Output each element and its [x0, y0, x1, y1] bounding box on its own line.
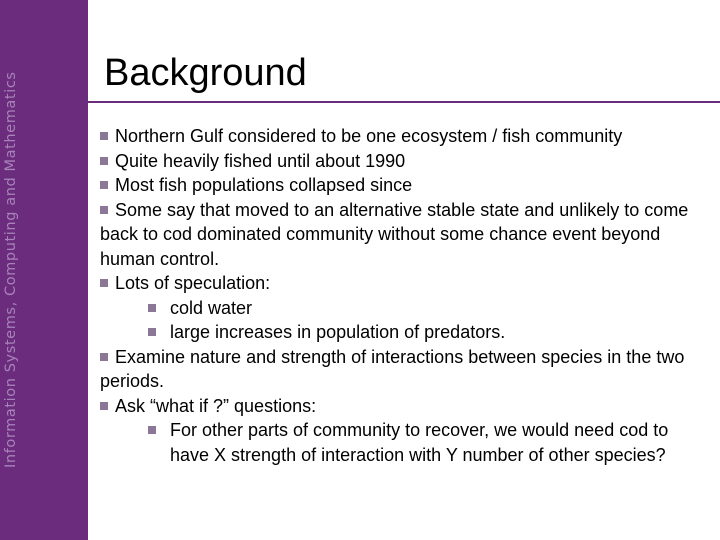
square-bullet-icon	[100, 279, 108, 287]
bullet-item: Lots of speculation:	[100, 271, 692, 296]
square-bullet-icon	[100, 206, 108, 214]
title-divider	[88, 101, 720, 103]
square-bullet-icon	[148, 304, 156, 312]
bullet-item: Most fish populations collapsed since	[100, 173, 692, 198]
bullet-item: Northern Gulf considered to be one ecosystem / fish community	[100, 124, 692, 149]
square-bullet-icon	[100, 353, 108, 361]
square-bullet-icon	[100, 181, 108, 189]
sub-bullet-item: large increases in population of predators.	[100, 320, 692, 345]
bullet-item: Some say that moved to an alternative stable state and unlikely to come back to cod dominated community without some chance event beyond human control.	[100, 199, 689, 269]
bullet-item: Examine nature and strength of interactions between species in the two periods.	[100, 346, 685, 391]
slide-title: Background	[104, 52, 307, 94]
square-bullet-icon	[100, 402, 108, 410]
square-bullet-icon	[100, 132, 108, 140]
sidebar	[0, 0, 88, 540]
square-bullet-icon	[148, 426, 156, 434]
square-bullet-icon	[148, 328, 156, 336]
sub-bullet-item: cold water	[100, 296, 692, 321]
slide-body	[100, 124, 692, 467]
square-bullet-icon	[100, 157, 108, 165]
sub-bullet-item: For other parts of community to recover, we would need cod to have X strength of interaction with Y number of other species?	[100, 418, 692, 467]
bullet-item: Ask “what if ?” questions:	[100, 394, 692, 419]
bullet-item: Quite heavily fished until about 1990	[100, 149, 692, 174]
sidebar-department-label: Information Systems, Computing and Mathematics	[3, 71, 19, 468]
